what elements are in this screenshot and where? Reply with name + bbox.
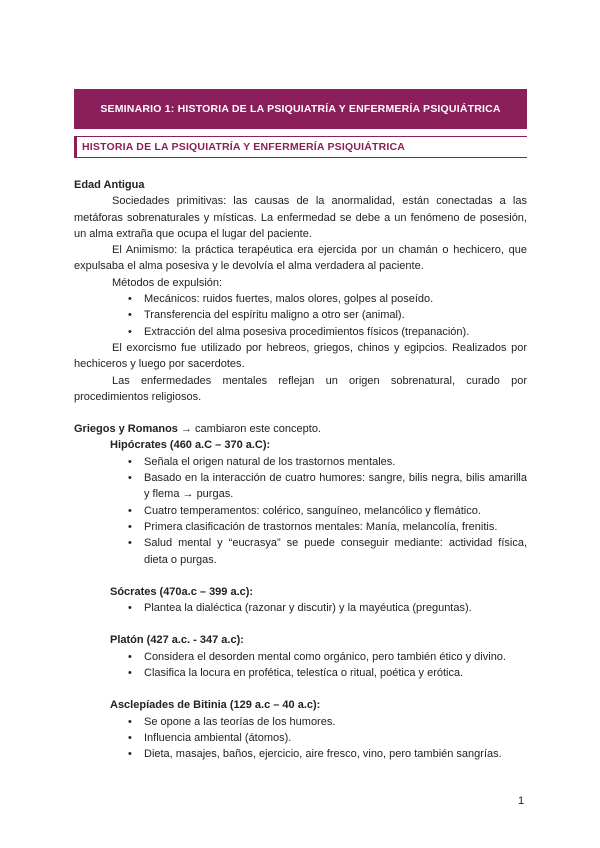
page-number: 1	[518, 795, 525, 807]
list-item: • Transferencia del espíritu maligno a otro ser (animal).	[74, 307, 527, 323]
list-item: • Mecánicos: ruidos fuertes, malos olores, golpes al poseído.	[74, 291, 527, 307]
section-heading: HISTORIA DE LA PSIQUIATRÍA Y ENFERMERÍA PSIQUIÁTRICA	[74, 136, 527, 158]
list-item: • Clasifica la locura en profética, telestíca o ritual, poética y erótica.	[74, 665, 527, 681]
platon-heading: Platón (427 a.c. - 347 a.c):	[110, 634, 244, 647]
asclepiades-list	[74, 714, 527, 763]
griegos-heading: Griegos y Romanos	[74, 423, 178, 436]
document-body	[74, 177, 527, 763]
paragraph-exorcismo: El exorcismo fue utilizado por hebreos, griegos, chinos y egipcios. Realizados por hechiceros y luego por sacerdotes.	[74, 341, 527, 371]
paragraph-metodos: Métodos de expulsión:	[112, 276, 223, 289]
list-item: • Considera el desorden mental como orgánico, pero también ético y divino.	[74, 649, 527, 665]
list-item: • Salud mental y “eucrasya” se puede conseguir mediante: actividad física, dieta o purgas.	[74, 535, 527, 568]
griegos-heading-rest: → cambiaron este concepto.	[177, 423, 321, 436]
methods-list	[74, 291, 527, 340]
paragraph-enfermedades: Las enfermedades mentales reflejan un origen sobrenatural, curado por procedimientos religiosos.	[74, 374, 527, 403]
paragraph-sociedades: Sociedades primitivas: las causas de la anormalidad, están conectadas a las metáforas sobrenaturales y místicas. La enfermedad se debe a un fenómeno de posesión, un alma extraña que ocupa el lugar del paciente.	[74, 195, 527, 240]
socrates-heading: Sócrates (470a.c – 399 a.c):	[110, 585, 254, 598]
document-title	[74, 89, 527, 129]
list-item: • Dieta, masajes, baños, ejercicio, aire fresco, vino, pero también sangrías.	[74, 746, 527, 762]
asclepiades-heading: Asclepíades de Bitinia (129 a.c – 40 a.c):	[110, 699, 321, 712]
list-item: • Basado en la interacción de cuatro humores: sangre, bilis negra, bilis amarilla y flema → purgas.	[74, 470, 527, 503]
hipocrates-list	[74, 454, 527, 568]
list-item: • Cuatro temperamentos: colérico, sanguíneo, melancólico y flemático.	[74, 503, 527, 519]
document-title-text: SEMINARIO 1: HISTORIA DE LA PSIQUIATRÍA Y ENFERMERÍA PSIQUIÁTRICA	[100, 102, 501, 115]
platon-list	[74, 649, 527, 682]
list-item: • Se opone a las teorías de los humores.	[74, 714, 527, 730]
list-item: • Primera clasificación de trastornos mentales: Manía, melancolía, frenitis.	[74, 519, 527, 535]
socrates-list	[74, 600, 527, 616]
edad-antigua-heading: Edad Antigua	[74, 179, 145, 191]
list-item: • Influencia ambiental (átomos).	[74, 730, 527, 746]
griegos-heading-line	[74, 421, 527, 437]
list-item: • Extracción del alma posesiva procedimientos físicos (trepanación).	[74, 324, 527, 340]
list-item: • Señala el origen natural de los trastornos mentales.	[74, 454, 527, 470]
paragraph-animismo: El Animismo: la práctica terapéutica era ejercida por un chamán o hechicero, que expulsaba el alma posesiva y le devolvía el alma verdadera al paciente.	[74, 244, 527, 273]
hipocrates-heading: Hipócrates (460 a.C – 370 a.C):	[110, 439, 271, 452]
list-item: • Plantea la dialéctica (razonar y discutir) y la mayéutica (preguntas).	[74, 600, 527, 616]
